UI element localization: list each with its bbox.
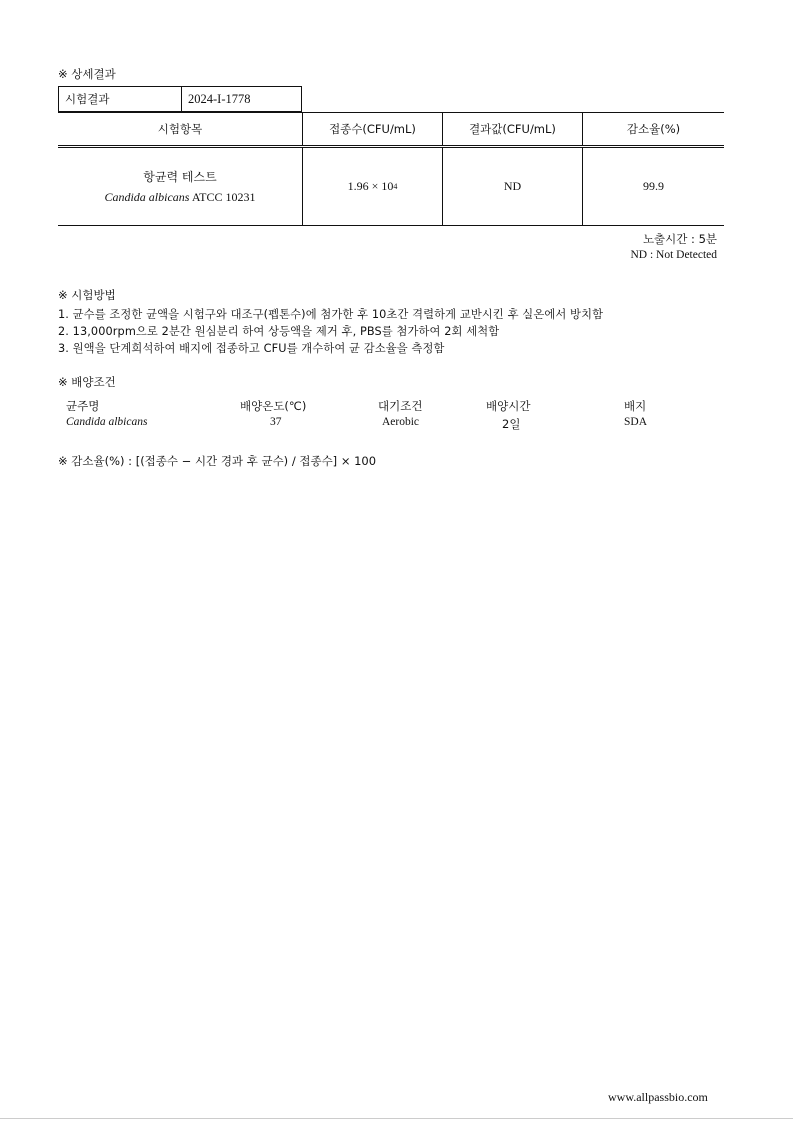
exposure-time-note: 노출시간 : 5분 — [642, 232, 717, 246]
method-step-3: 3. 원액을 단계희석하여 배지에 접종하고 CFU를 개수하여 균 감소율을 측정함 — [58, 342, 445, 355]
culture-value-strain: Candida albicans — [66, 416, 148, 428]
culture-conditions-table — [58, 398, 698, 434]
cell-test-item — [58, 148, 302, 225]
species-name: Candida albicans — [104, 189, 190, 204]
culture-header-temp: 배양온도(℃) — [240, 399, 307, 413]
culture-conditions-title: ※ 배양조건 — [58, 375, 116, 389]
footer-url: www.allpassbio.com — [608, 1090, 708, 1104]
culture-value-medium: SDA — [624, 416, 648, 428]
detail-results-title: ※ 상세결과 — [58, 67, 116, 81]
header-test-item: 시험항목 — [157, 122, 203, 136]
test-result-number: 2024-I-1778 — [188, 92, 251, 106]
results-table — [58, 112, 724, 226]
results-table-header — [58, 113, 724, 148]
test-item-korean: 항균력 테스트 — [143, 169, 217, 184]
cell-inoculum — [302, 148, 442, 225]
scan-edge-line — [0, 1118, 793, 1119]
header-reduction-rate: 감소율(%) — [582, 113, 724, 145]
header-inoculum: 접종수(CFU/mL) — [302, 113, 442, 145]
culture-header-atmosphere: 대기조건 — [378, 399, 423, 413]
strain-id: ATCC 10231 — [191, 189, 256, 204]
table-row — [58, 148, 724, 225]
culture-header-medium: 배지 — [624, 399, 647, 413]
test-result-label: 시험결과 — [59, 87, 182, 111]
method-step-2: 2. 13,000rpm으로 2분간 원심분리 하여 상등액을 제거 후, PBS를 첨가하여 2회 세척함 — [58, 325, 500, 338]
test-method-title: ※ 시험방법 — [58, 288, 116, 302]
cell-result-value: ND — [442, 148, 582, 225]
test-result-box — [58, 86, 302, 112]
culture-value-atmosphere: Aerobic — [382, 416, 420, 428]
culture-value-temp: 37 — [270, 416, 282, 428]
culture-header-time: 배양시간 — [486, 399, 531, 413]
culture-header-strain: 균주명 — [66, 399, 100, 413]
header-result-value: 결과값(CFU/mL) — [442, 113, 582, 145]
inoculum-base: 1.96 × 10 — [347, 179, 394, 193]
method-step-1: 1. 균수를 조정한 균액을 시험구와 대조구(펩톤수)에 첨가한 후 10초간 격렬하게 교반시킨 후 실온에서 방치함 — [58, 308, 604, 321]
inoculum-exponent: 4 — [393, 182, 398, 191]
cell-reduction-rate: 99.9 — [582, 148, 724, 225]
nd-definition-note: ND : Not Detected — [630, 249, 717, 261]
reduction-formula: ※ 감소율(%) : [(접종수 − 시간 경과 후 균수) / 접종수] × 100 — [58, 454, 377, 468]
culture-value-time: 2일 — [502, 417, 521, 431]
